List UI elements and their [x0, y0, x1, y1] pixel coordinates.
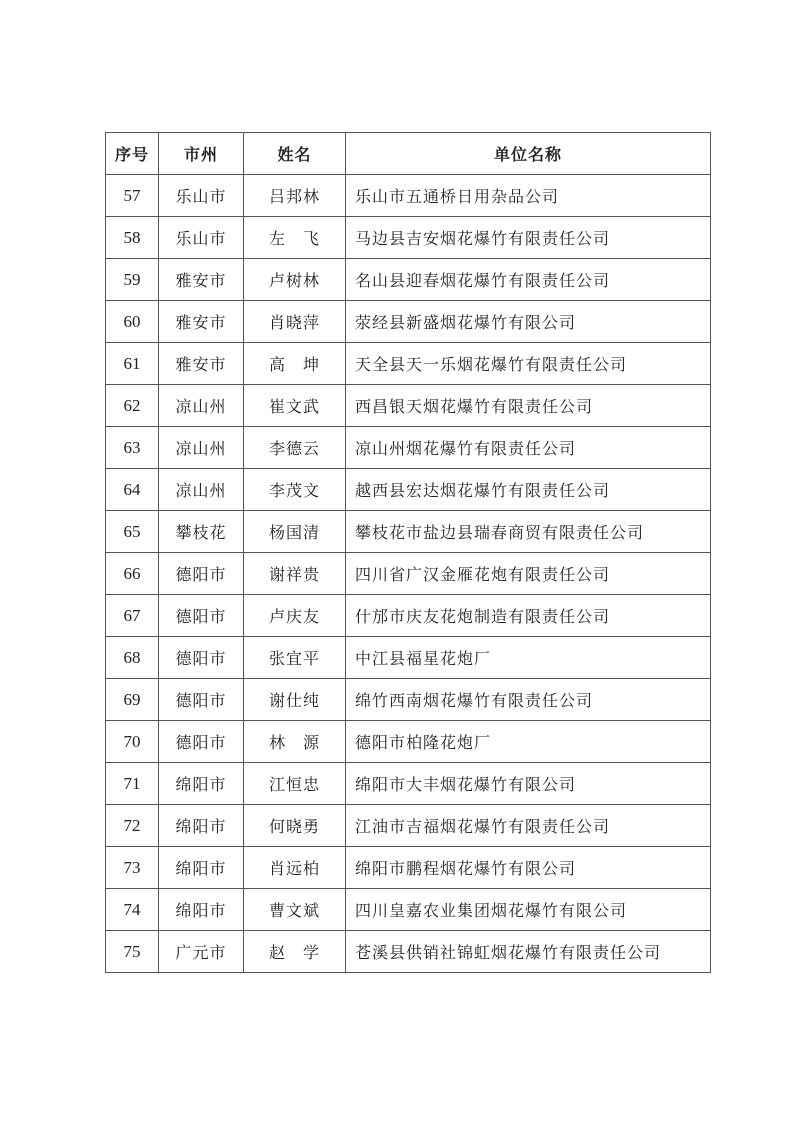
- cell-unit-name: 江油市吉福烟花爆竹有限责任公司: [346, 805, 711, 847]
- cell-serial-number: 67: [106, 595, 159, 637]
- cell-serial-number: 59: [106, 259, 159, 301]
- cell-city: 绵阳市: [159, 847, 244, 889]
- table-row: [106, 637, 711, 679]
- cell-serial-number: 74: [106, 889, 159, 931]
- header-unit-name: 单位名称: [346, 133, 711, 175]
- cell-serial-number: 62: [106, 385, 159, 427]
- cell-person-name: 左 飞: [244, 217, 346, 259]
- cell-city: 绵阳市: [159, 889, 244, 931]
- table-row: [106, 721, 711, 763]
- cell-city: 乐山市: [159, 217, 244, 259]
- cell-city: 雅安市: [159, 343, 244, 385]
- cell-person-name: 李德云: [244, 427, 346, 469]
- roster-page: [105, 132, 710, 973]
- cell-unit-name: 苍溪县供销社锦虹烟花爆竹有限责任公司: [346, 931, 711, 973]
- header-city: 市州: [159, 133, 244, 175]
- table-row: [106, 469, 711, 511]
- table-row: [106, 301, 711, 343]
- cell-serial-number: 75: [106, 931, 159, 973]
- cell-person-name: 高 坤: [244, 343, 346, 385]
- cell-city: 广元市: [159, 931, 244, 973]
- cell-person-name: 林 源: [244, 721, 346, 763]
- table-row: [106, 763, 711, 805]
- table-body: [106, 175, 711, 973]
- cell-unit-name: 乐山市五通桥日用杂品公司: [346, 175, 711, 217]
- table-row: [106, 343, 711, 385]
- cell-unit-name: 四川省广汉金雁花炮有限责任公司: [346, 553, 711, 595]
- cell-unit-name: 德阳市柏隆花炮厂: [346, 721, 711, 763]
- cell-serial-number: 58: [106, 217, 159, 259]
- table-row: [106, 217, 711, 259]
- cell-serial-number: 68: [106, 637, 159, 679]
- cell-unit-name: 绵阳市鹏程烟花爆竹有限公司: [346, 847, 711, 889]
- table-header: [106, 133, 711, 175]
- cell-serial-number: 72: [106, 805, 159, 847]
- cell-person-name: 江恒忠: [244, 763, 346, 805]
- cell-unit-name: 绵阳市大丰烟花爆竹有限公司: [346, 763, 711, 805]
- cell-unit-name: 攀枝花市盐边县瑞春商贸有限责任公司: [346, 511, 711, 553]
- table-row: [106, 259, 711, 301]
- cell-city: 德阳市: [159, 679, 244, 721]
- cell-unit-name: 马边县吉安烟花爆竹有限责任公司: [346, 217, 711, 259]
- cell-person-name: 赵 学: [244, 931, 346, 973]
- header-name: 姓名: [244, 133, 346, 175]
- cell-city: 雅安市: [159, 301, 244, 343]
- cell-serial-number: 63: [106, 427, 159, 469]
- cell-unit-name: 凉山州烟花爆竹有限责任公司: [346, 427, 711, 469]
- cell-city: 凉山州: [159, 427, 244, 469]
- cell-serial-number: 64: [106, 469, 159, 511]
- cell-serial-number: 70: [106, 721, 159, 763]
- cell-unit-name: 西昌银天烟花爆竹有限责任公司: [346, 385, 711, 427]
- table-row: [106, 805, 711, 847]
- cell-city: 德阳市: [159, 721, 244, 763]
- table-row: [106, 595, 711, 637]
- cell-person-name: 张宜平: [244, 637, 346, 679]
- cell-city: 德阳市: [159, 553, 244, 595]
- cell-serial-number: 61: [106, 343, 159, 385]
- cell-city: 绵阳市: [159, 805, 244, 847]
- table-row: [106, 511, 711, 553]
- cell-serial-number: 57: [106, 175, 159, 217]
- cell-person-name: 卢庆友: [244, 595, 346, 637]
- cell-unit-name: 中江县福星花炮厂: [346, 637, 711, 679]
- cell-unit-name: 天全县天一乐烟花爆竹有限责任公司: [346, 343, 711, 385]
- cell-person-name: 肖远柏: [244, 847, 346, 889]
- table-row: [106, 175, 711, 217]
- cell-serial-number: 73: [106, 847, 159, 889]
- table-row: [106, 889, 711, 931]
- table-row: [106, 385, 711, 427]
- cell-city: 德阳市: [159, 595, 244, 637]
- header-serial-number: 序号: [106, 133, 159, 175]
- cell-person-name: 何晓勇: [244, 805, 346, 847]
- cell-city: 凉山州: [159, 469, 244, 511]
- table-row: [106, 427, 711, 469]
- cell-person-name: 谢祥贵: [244, 553, 346, 595]
- cell-person-name: 肖晓萍: [244, 301, 346, 343]
- cell-person-name: 谢仕纯: [244, 679, 346, 721]
- cell-person-name: 卢树林: [244, 259, 346, 301]
- cell-unit-name: 四川皇嘉农业集团烟花爆竹有限公司: [346, 889, 711, 931]
- cell-person-name: 吕邦林: [244, 175, 346, 217]
- cell-unit-name: 绵竹西南烟花爆竹有限责任公司: [346, 679, 711, 721]
- cell-serial-number: 65: [106, 511, 159, 553]
- cell-serial-number: 60: [106, 301, 159, 343]
- cell-serial-number: 69: [106, 679, 159, 721]
- header-row: [106, 133, 711, 175]
- cell-serial-number: 71: [106, 763, 159, 805]
- cell-person-name: 杨国清: [244, 511, 346, 553]
- roster-table: [105, 132, 711, 973]
- table-row: [106, 553, 711, 595]
- cell-unit-name: 什邡市庆友花炮制造有限责任公司: [346, 595, 711, 637]
- cell-serial-number: 66: [106, 553, 159, 595]
- cell-city: 绵阳市: [159, 763, 244, 805]
- table-row: [106, 679, 711, 721]
- cell-city: 德阳市: [159, 637, 244, 679]
- table-row: [106, 847, 711, 889]
- cell-city: 凉山州: [159, 385, 244, 427]
- cell-person-name: 李茂文: [244, 469, 346, 511]
- cell-city: 乐山市: [159, 175, 244, 217]
- cell-person-name: 崔文武: [244, 385, 346, 427]
- cell-city: 雅安市: [159, 259, 244, 301]
- cell-city: 攀枝花: [159, 511, 244, 553]
- cell-person-name: 曹文斌: [244, 889, 346, 931]
- cell-unit-name: 越西县宏达烟花爆竹有限责任公司: [346, 469, 711, 511]
- table-row: [106, 931, 711, 973]
- cell-unit-name: 荥经县新盛烟花爆竹有限公司: [346, 301, 711, 343]
- cell-unit-name: 名山县迎春烟花爆竹有限责任公司: [346, 259, 711, 301]
